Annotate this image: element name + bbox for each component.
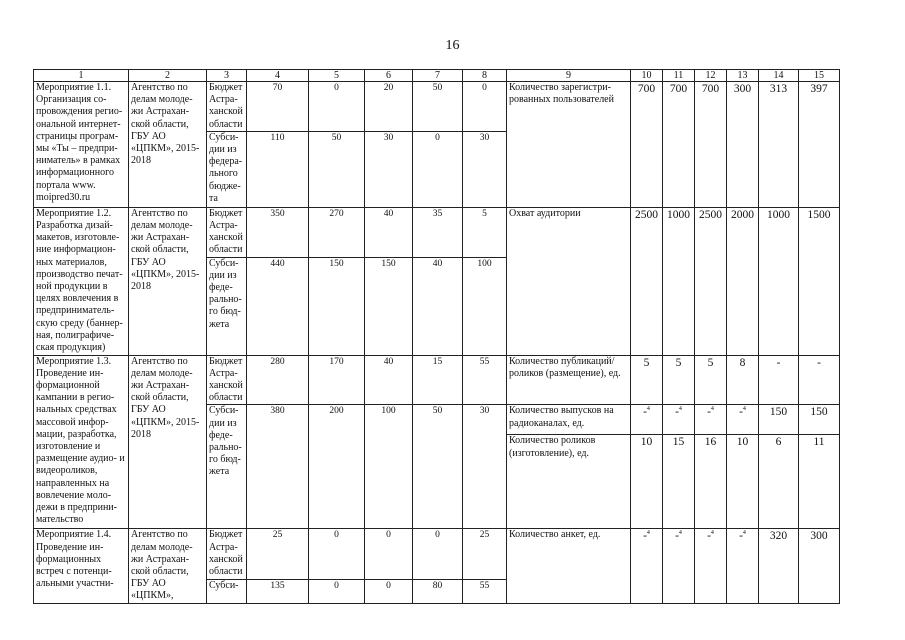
value-cell: 40: [413, 257, 463, 355]
indicator-value: 700: [631, 82, 663, 208]
indicator-value: 150: [759, 405, 799, 435]
indicator-value: 300: [799, 529, 840, 603]
value-cell: 40: [365, 207, 413, 257]
value-cell: 30: [365, 131, 413, 207]
table-row: [34, 82, 840, 132]
value-cell: 270: [309, 207, 365, 257]
col-header: 14: [759, 70, 799, 82]
value-cell: 30: [463, 405, 507, 529]
indicator-value: -$^4$: [631, 529, 663, 603]
value-cell: 5: [463, 207, 507, 257]
measure-executor: Агентство по делам молоде-жи Астрахан-ской области, ГБУ АО «ЦПКМ», 2015-2018: [129, 355, 207, 529]
value-cell: 440: [247, 257, 309, 355]
indicator-value: 320: [759, 529, 799, 603]
indicator-value: 1500: [799, 207, 840, 355]
indicator-value: -$^4$: [663, 405, 695, 435]
indicator-value: 10: [727, 435, 759, 529]
indicator-value: 313: [759, 82, 799, 208]
indicator-value: -: [799, 355, 840, 405]
indicator-value: 8: [727, 355, 759, 405]
indicator-value: -$^4$: [663, 529, 695, 603]
indicator-name: Количество публикаций/ роликов (размещение), ед.: [507, 355, 631, 405]
indicator-value: 2500: [631, 207, 663, 355]
value-cell: 25: [463, 529, 507, 579]
indicator-value: 15: [663, 435, 695, 529]
indicator-value: 2000: [727, 207, 759, 355]
indicator-value: 397: [799, 82, 840, 208]
measure-executor: Агентство по делам молоде-жи Астрахан-ской области, ГБУ АО «ЦПКМ»,: [129, 529, 207, 603]
indicator-value: 700: [663, 82, 695, 208]
value-cell: 15: [413, 355, 463, 405]
col-header: 8: [463, 70, 507, 82]
value-cell: 0: [413, 131, 463, 207]
value-cell: 135: [247, 579, 309, 603]
indicator-value: -$^4$: [695, 529, 727, 603]
col-header: 2: [129, 70, 207, 82]
value-cell: 40: [365, 355, 413, 405]
indicator-value: -$^4$: [695, 405, 727, 435]
indicator-value: 2500: [695, 207, 727, 355]
indicator-value: 10: [631, 435, 663, 529]
indicator-value: -: [759, 355, 799, 405]
col-header: 4: [247, 70, 309, 82]
funding-source: Бюджет Астра-ханской области: [207, 207, 247, 257]
indicator-value: -$^4$: [727, 405, 759, 435]
indicator-value: 700: [695, 82, 727, 208]
indicator-value: 300: [727, 82, 759, 208]
indicator-value: 1000: [663, 207, 695, 355]
value-cell: 50: [309, 131, 365, 207]
value-cell: 0: [463, 82, 507, 132]
indicator-name: Количество зарегистри-рованных пользователей: [507, 82, 631, 208]
col-header: 12: [695, 70, 727, 82]
indicator-value: 5: [631, 355, 663, 405]
value-cell: 50: [413, 405, 463, 529]
col-header: 9: [507, 70, 631, 82]
value-cell: 70: [247, 82, 309, 132]
indicator-value: 1000: [759, 207, 799, 355]
value-cell: 0: [309, 529, 365, 579]
value-cell: 50: [413, 82, 463, 132]
value-cell: 30: [463, 131, 507, 207]
table-row: [34, 355, 840, 405]
measure-executor: Агентство по делам молоде-жи Астрахан-ской области, ГБУ АО «ЦПКМ», 2015-2018: [129, 207, 207, 355]
value-cell: 0: [413, 529, 463, 579]
indicator-value: 16: [695, 435, 727, 529]
value-cell: 280: [247, 355, 309, 405]
col-header: 15: [799, 70, 840, 82]
value-cell: 170: [309, 355, 365, 405]
indicator-value: 6: [759, 435, 799, 529]
indicator-value: -$^4$: [631, 405, 663, 435]
col-header: 5: [309, 70, 365, 82]
value-cell: 110: [247, 131, 309, 207]
indicator-value: -$^4$: [727, 529, 759, 603]
measure-executor: Агентство по делам молоде-жи Астрахан-ской области, ГБУ АО «ЦПКМ», 2015-2018: [129, 82, 207, 208]
indicator-name: Количество выпусков на радиоканалах, ед.: [507, 405, 631, 435]
col-header: 1: [34, 70, 129, 82]
indicator-name: Количество роликов (изготовление), ед.: [507, 435, 631, 529]
col-header: 6: [365, 70, 413, 82]
value-cell: 0: [365, 579, 413, 603]
value-cell: 380: [247, 405, 309, 529]
value-cell: 150: [365, 257, 413, 355]
funding-source: Бюджет Астра-ханской области: [207, 529, 247, 579]
indicator-value: 5: [695, 355, 727, 405]
value-cell: 80: [413, 579, 463, 603]
value-cell: 350: [247, 207, 309, 257]
col-header: 10: [631, 70, 663, 82]
value-cell: 35: [413, 207, 463, 257]
value-cell: 100: [365, 405, 413, 529]
page-number: 16: [445, 38, 460, 53]
table-row: [34, 529, 840, 579]
value-cell: 55: [463, 579, 507, 603]
indicator-value: 11: [799, 435, 840, 529]
value-cell: 55: [463, 355, 507, 405]
value-cell: 0: [309, 579, 365, 603]
indicator-value: 5: [663, 355, 695, 405]
value-cell: 25: [247, 529, 309, 579]
measure-title: Мероприятие 1.4. Проведение ин-формационных встреч с потенци-альными участни-: [34, 529, 129, 603]
col-header: 11: [663, 70, 695, 82]
value-cell: 0: [309, 82, 365, 132]
indicator-name: Количество анкет, ед.: [507, 529, 631, 603]
program-measures-table: [33, 69, 840, 604]
measure-title: Мероприятие 1.3. Проведение ин-формационной кампании в регио-нальных средствах массовой инфор-мации, разработка, изготовление и размещение аудио- и видеороликов, направленных на вовлечение моло-дежи в предприни-мательство: [34, 355, 129, 529]
indicator-value: 150: [799, 405, 840, 435]
measure-title: Мероприятие 1.1. Организация со-провождения регио-ональной интернет-страницы програм-мы «Ты – предпри-ниматель» в рамках информационного портала www. moipred30.ru: [34, 82, 129, 208]
value-cell: 150: [309, 257, 365, 355]
value-cell: 100: [463, 257, 507, 355]
funding-source: Субси-: [207, 579, 247, 603]
indicator-name: Охват аудитории: [507, 207, 631, 355]
funding-source: Бюджет Астра-ханской области: [207, 82, 247, 132]
value-cell: 0: [365, 529, 413, 579]
column-numbers-row: [34, 70, 840, 82]
col-header: 3: [207, 70, 247, 82]
funding-source: Бюджет Астра-ханской области: [207, 355, 247, 405]
col-header: 7: [413, 70, 463, 82]
value-cell: 20: [365, 82, 413, 132]
value-cell: 200: [309, 405, 365, 529]
funding-source: Субси-дии из федера-льного бюдже-та: [207, 131, 247, 207]
funding-source: Субси-дии из феде-рально-го бюд-жета: [207, 405, 247, 529]
col-header: 13: [727, 70, 759, 82]
table-row: [34, 207, 840, 257]
funding-source: Субси-дии из феде-рально-го бюд-жета: [207, 257, 247, 355]
measure-title: Мероприятие 1.2. Разработка дизай-макетов, изготовле-ние информацион-ных материалов, производство печат-ной продукции в целях вовлечения в предприниматель-скую среду (баннер-ная, полиграфиче-ская продукция): [34, 207, 129, 355]
